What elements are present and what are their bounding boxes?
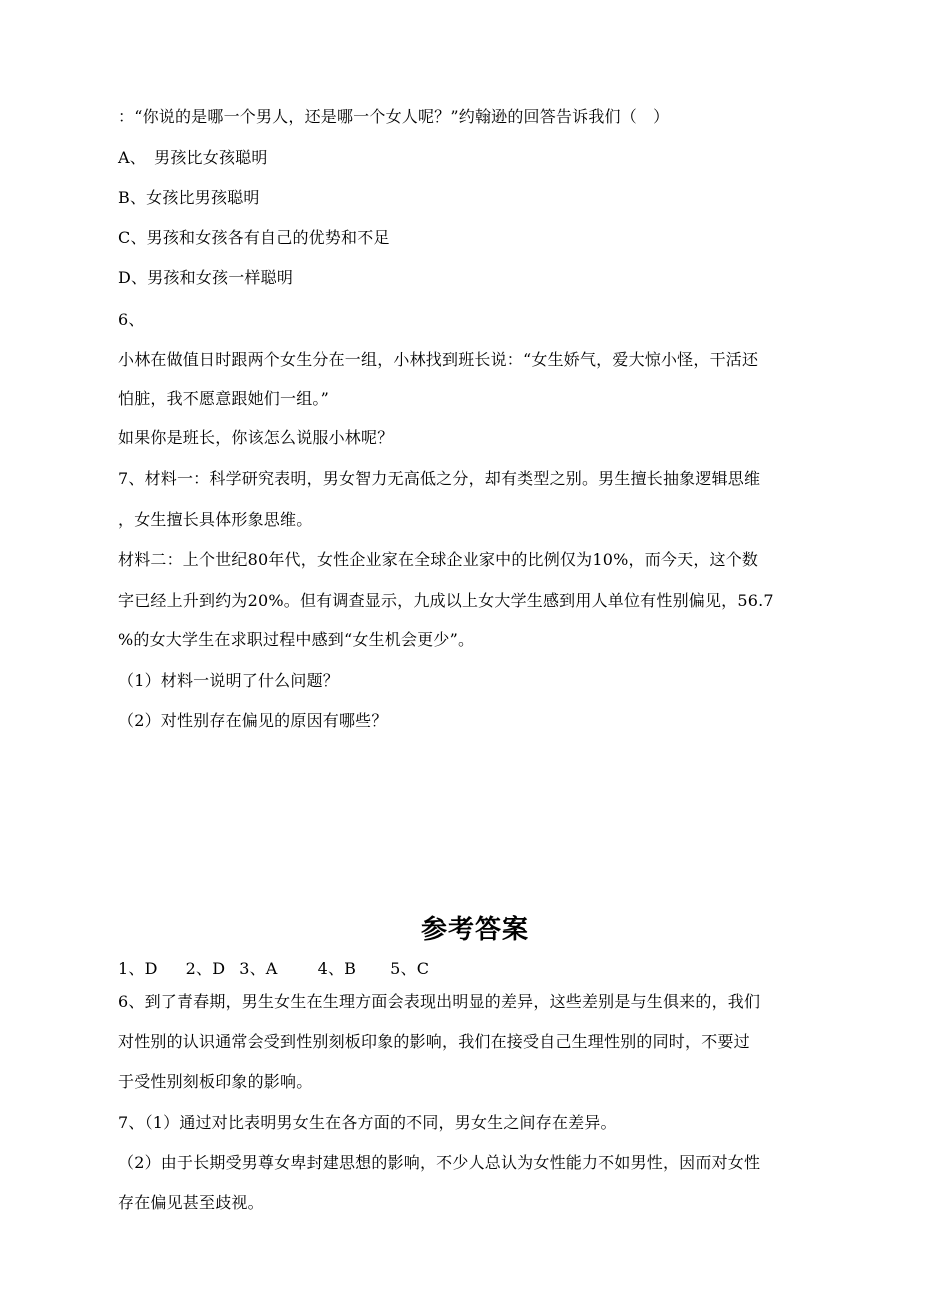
q7-sub-question-1: （1）材料一说明了什么问题？ (118, 671, 339, 690)
choice-answer-5: 5、C (390, 959, 430, 978)
answer-7-line-3: 存在偏见甚至歧视。 (118, 1193, 264, 1212)
choice-answer-3: 3、A (239, 959, 278, 978)
q5-option-c: C、男孩和女孩各有自己的优势和不足 (118, 228, 390, 247)
q6-text-line-2: 怕脏，我不愿意跟她们一组。” (118, 389, 329, 408)
choice-answer-2: 2、D (185, 959, 226, 978)
answer-6-line-1: 6、到了青春期，男生女生在生理方面会表现出明显的差异，这些差别是与生俱来的，我们 (118, 992, 761, 1011)
answer-6-line-2: 对性别的认识通常会受到性别刻板印象的影响，我们在接受自己生理性别的同时，不要过 (118, 1032, 750, 1051)
q6-question: 如果你是班长，你该怎么说服小林呢？ (118, 428, 394, 447)
q6-text-line-1: 小林在做值日时跟两个女生分在一组，小林找到班长说：“女生娇气，爱大惊小怪，干活还 (118, 350, 759, 369)
choice-answers (118, 959, 838, 979)
q5-option-d: D、男孩和女孩一样聪明 (118, 268, 294, 287)
answer-7-line-2: （2）由于长期受男尊女卑封建思想的影响，不少人总认为女性能力不如男性，因而对女性 (118, 1153, 761, 1172)
q7-material1-line-1: 7、材料一：科学研究表明，男女智力无高低之分，却有类型之别。男生擅长抽象逻辑思维 (118, 469, 761, 488)
q5-option-a: A、 男孩比女孩聪明 (118, 148, 268, 167)
q5-option-b: B、女孩比男孩聪明 (118, 188, 260, 207)
choice-answer-1: 1、D (118, 959, 158, 978)
answers-title: 参考答案 (420, 915, 529, 945)
q7-material2-line-3: %的女大学生在求职过程中感到“女生机会更少”。 (118, 630, 475, 649)
q6-number: 6、 (118, 310, 145, 329)
answer-7-line-1: 7、（1）通过对比表明男女生在各方面的不同，男女生之间存在差异。 (118, 1113, 617, 1132)
q7-material2-line-2: 字已经上升到约为20%。但有调查显示，九成以上女大学生感到用人单位有性别偏见，56.7 (118, 591, 774, 610)
q7-material1-line-2: ，女生擅长具体形象思维。 (118, 510, 313, 529)
q5-question-tail: ：“你说的是哪一个男人，还是哪一个女人呢？”约翰逊的回答告诉我们（ ） (118, 107, 670, 126)
q7-sub-question-2: （2）对性别存在偏见的原因有哪些？ (118, 711, 388, 730)
choice-answer-4: 4、B (317, 959, 357, 978)
answer-6-line-3: 于受性别刻板印象的影响。 (118, 1072, 313, 1091)
q7-material2-line-1: 材料二：上个世纪80年代，女性企业家在全球企业家中的比例仅为10%，而今天，这个数 (118, 550, 759, 569)
